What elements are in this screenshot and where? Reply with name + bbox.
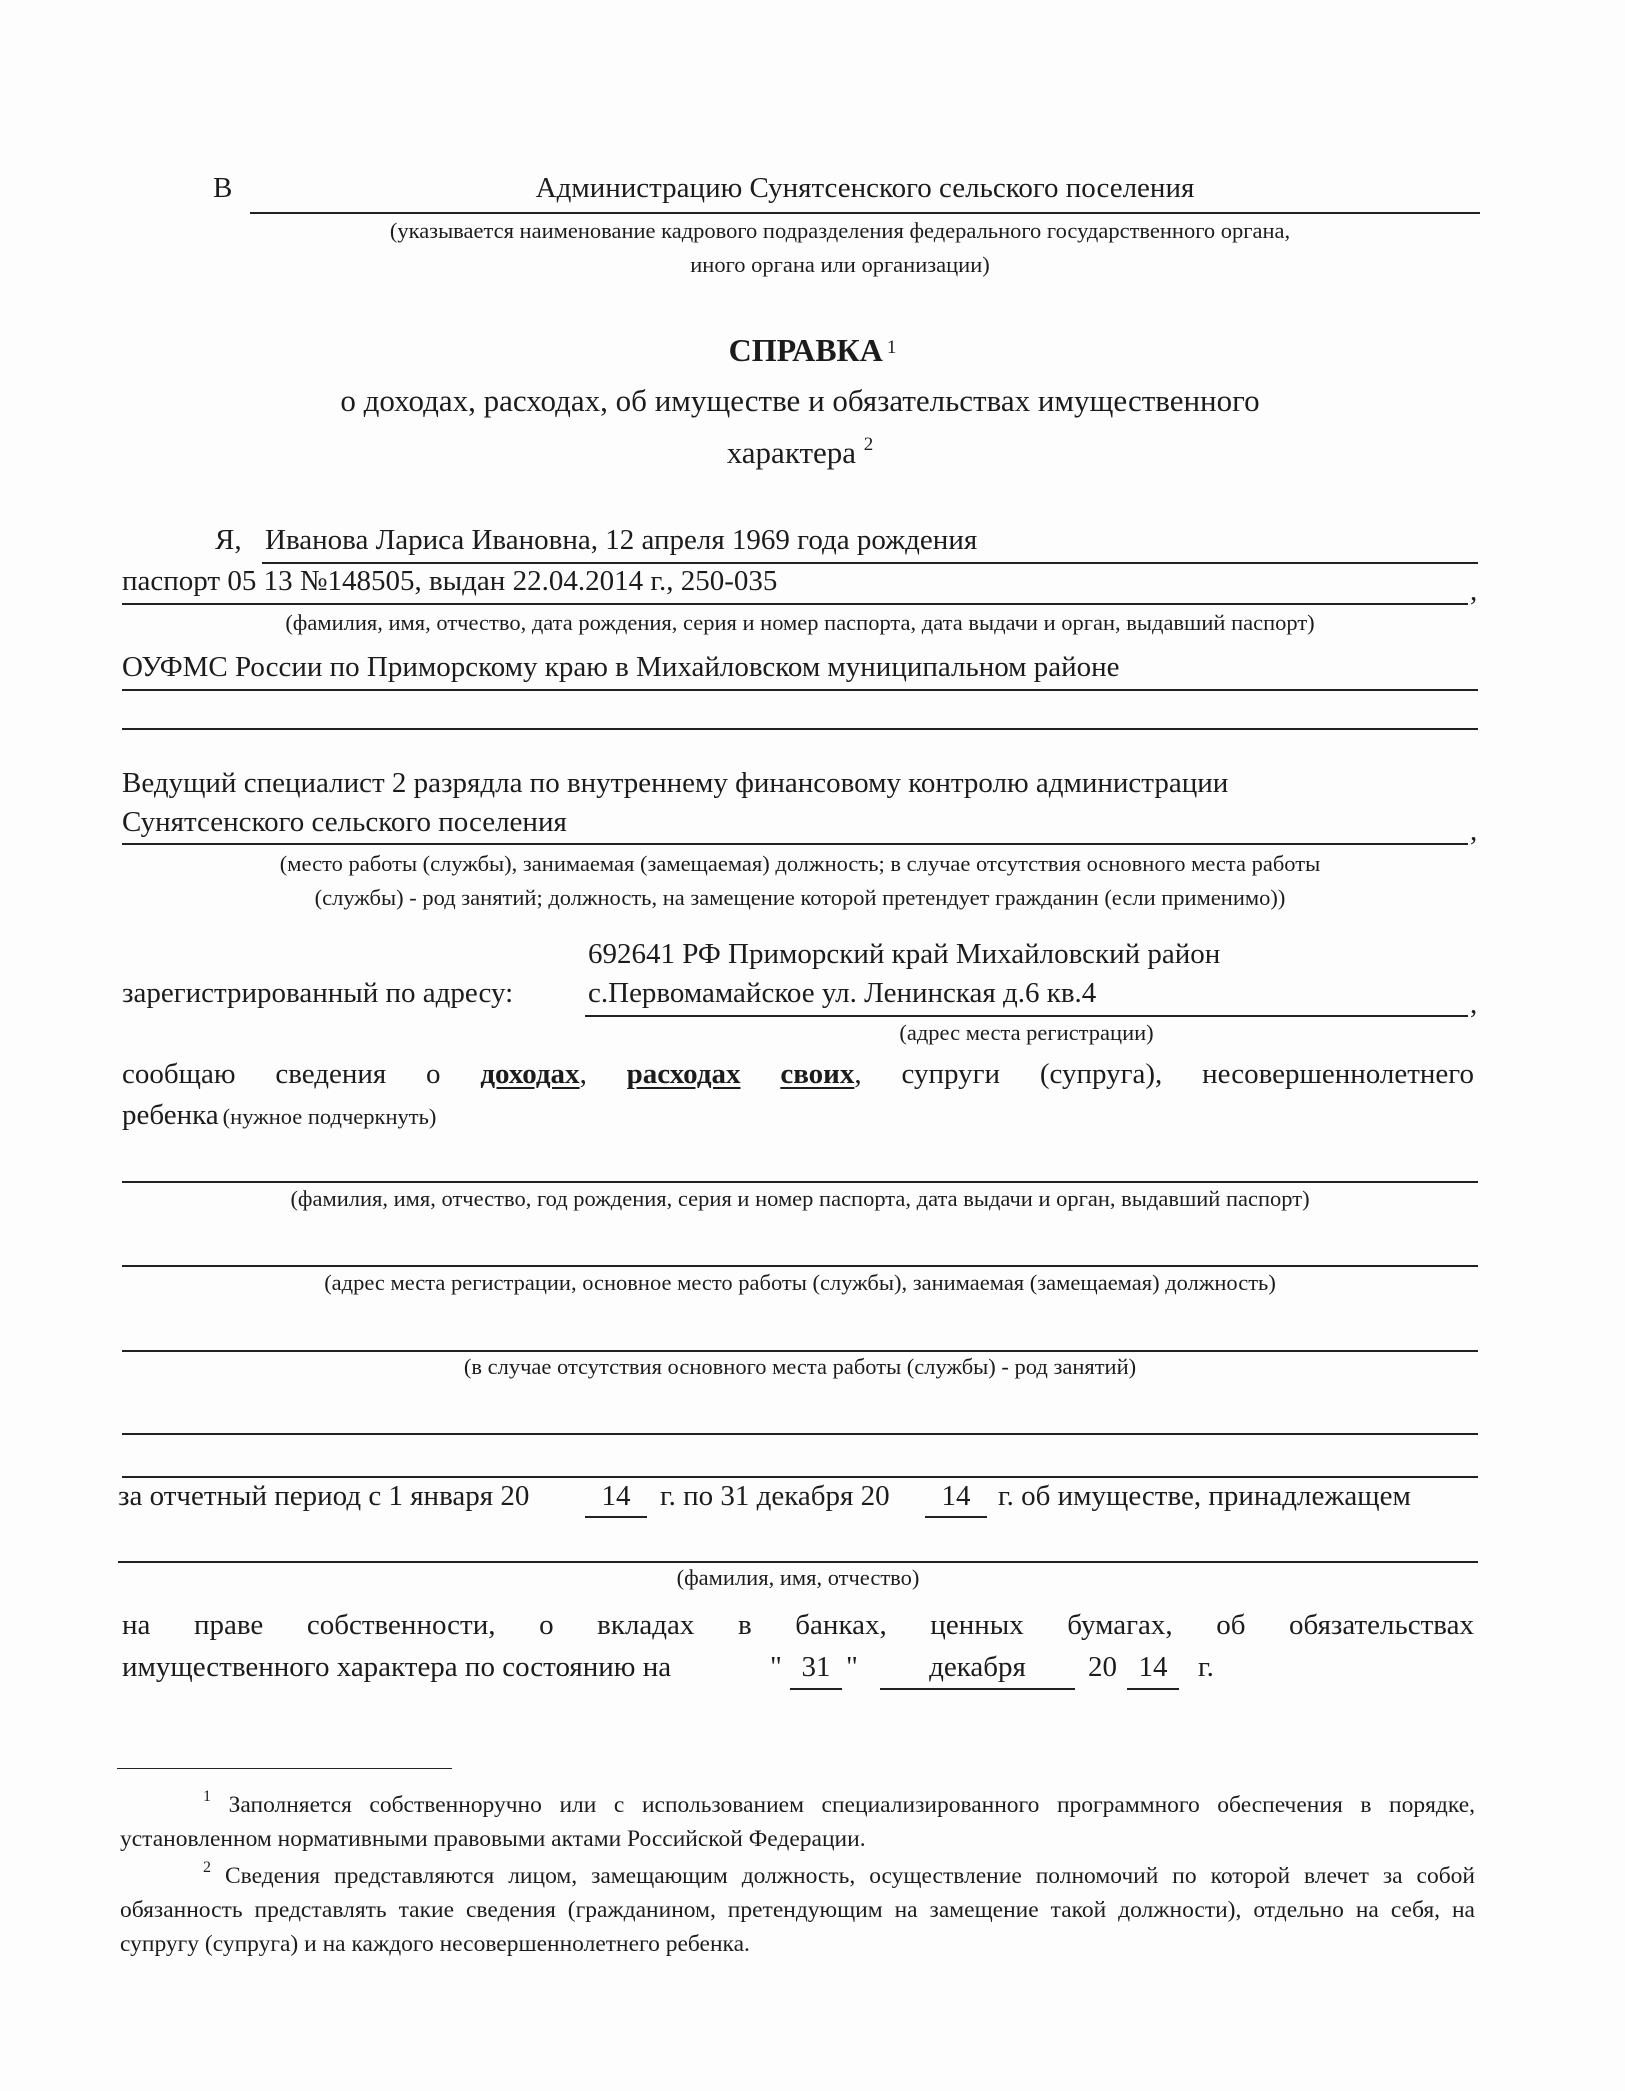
report-word: сообщаю: [122, 1058, 236, 1090]
ownership-word: обязательствах: [1289, 1609, 1474, 1641]
period-part-1: за отчетный период с 1 января 20: [118, 1480, 530, 1512]
workplace-line-2: Сунятсенского сельского поселения: [122, 806, 567, 838]
address-underline: [585, 1015, 1468, 1017]
address-line-2: с.Первомамайское ул. Ленинская д.6 кв.4: [588, 977, 1097, 1009]
spouse-underline-2: [122, 1265, 1478, 1267]
date-month-underline: [880, 1688, 1075, 1690]
footnote-2: [120, 1853, 1475, 1961]
date-quote-open: ": [770, 1651, 782, 1683]
footnote-2-text: Сведения представляются лицом, замещающим должность, осуществление полномочий по которой влечет за собой обязанность представлять такие сведения (гражданином, претендующим на замещение такой должности), отдельно на себя, на супругу (супруга) и на каждого несовершеннолетнего ребенка.: [120, 1862, 1475, 1957]
report-word: (супруга),: [1039, 1058, 1163, 1090]
period-year-to-underline: [925, 1516, 987, 1518]
ownership-line-2: имущественного характера по состоянию на: [122, 1651, 672, 1683]
title-footnote-ref: 1: [886, 336, 897, 358]
period-part-2: г. по 31 декабря 20: [660, 1480, 890, 1512]
declarant-extra-underline: [122, 728, 1478, 730]
declarant-passport-underline: [122, 603, 1468, 605]
ownership-word: на: [122, 1609, 151, 1641]
footnote-1-number: 1: [203, 1788, 211, 1805]
declarant-name: Иванова Лариса Ивановна, 12 апреля 1969 года рождения: [265, 524, 978, 556]
workplace-hint-2: (службы) - род занятий; должность, на замещение которой претендует гражданин (если применимо)): [314, 885, 1286, 910]
workplace-line-1: Ведущий специалист 2 разрядла по внутреннему финансовому контролю администрации: [122, 767, 1229, 799]
report-line-1: сообщаю сведения о доходах, расходах своих, супруги (супруга), несовершеннолетнего: [122, 1058, 1474, 1090]
date-year-underline: [1127, 1688, 1179, 1690]
declarant-name-underline: [262, 562, 1478, 564]
page-title: [0, 332, 1625, 369]
workplace-hint-1: (место работы (службы), занимаемая (замещаемая) должность; в случае отсутствия основного места работы: [279, 851, 1321, 876]
title-subtitle-2: характера: [726, 435, 857, 470]
address-line-1: 692641 РФ Приморский край Михайловский район: [588, 938, 1221, 970]
declarant-prefix: Я,: [215, 524, 242, 556]
spouse-hint-3: (в случае отсутствия основного места работы (службы) - род занятий): [463, 1354, 1137, 1379]
address-label: зарегистрированный по адресу:: [122, 977, 514, 1009]
ownership-word: бумагах,: [1067, 1609, 1173, 1641]
declarant-issuer-underline: [122, 689, 1478, 691]
declarant-passport: паспорт 05 13 №148505, выдан 22.04.2014 г., 250-035: [122, 565, 778, 597]
date-month: декабря: [929, 1651, 1026, 1683]
report-word-expenses: расходах: [626, 1058, 741, 1090]
spouse-underline-5: [122, 1476, 1478, 1478]
subtitle-footnote-ref: 2: [863, 433, 874, 455]
recipient-hint-2: иного органа или организации): [690, 252, 990, 277]
recipient-underline: [250, 212, 1480, 214]
date-year-suffix: г.: [1198, 1651, 1214, 1683]
spouse-hint-2: (адрес места регистрации, основное место работы (службы), занимаемая (замещаемая) должность): [324, 1270, 1276, 1295]
date-year-prefix: 20: [1088, 1651, 1117, 1683]
ownership-word: банках,: [795, 1609, 887, 1641]
address-hint: (адрес места регистрации): [899, 1020, 1154, 1045]
ownership-word: в: [738, 1609, 752, 1641]
footnote-2-number: 2: [203, 1859, 211, 1876]
workplace-comma: ,: [1470, 815, 1478, 847]
spouse-underline-3: [122, 1350, 1478, 1352]
ownership-word: о: [539, 1609, 554, 1641]
report-note: (нужное подчеркнуть): [222, 1104, 437, 1129]
report-word-income: доходах: [480, 1058, 580, 1090]
declarant-issuer: ОУФМС России по Приморскому краю в Михайловском муниципальном районе: [122, 651, 1120, 683]
owner-underline: [118, 1561, 1478, 1563]
footnote-separator: [117, 1768, 452, 1769]
report-word: сведения: [275, 1058, 387, 1090]
address-comma: ,: [1470, 988, 1478, 1020]
report-word: несовершеннолетнего: [1202, 1058, 1474, 1090]
period-year-from-underline: [585, 1516, 647, 1518]
footnote-1-text: Заполняется собственноручно или с использованием специализированного программного обеспечения в порядке, установленном нормативными правовыми актами Российской Федерации.: [120, 1791, 1476, 1852]
report-line-2: [122, 1099, 436, 1132]
ownership-word: об: [1216, 1609, 1246, 1641]
ownership-word: ценных: [930, 1609, 1024, 1641]
workplace-underline: [122, 843, 1468, 845]
recipient-value: Администрацию Сунятсенского сельского поселения: [535, 172, 1195, 204]
recipient-prefix: В: [213, 172, 233, 204]
date-quote-close: ": [846, 1651, 858, 1683]
owner-hint: (фамилия, имя, отчество): [676, 1565, 920, 1590]
declarant-hint: (фамилия, имя, отчество, дата рождения, серия и номер паспорта, дата выдачи и орган, выдавший паспорт): [285, 610, 1315, 635]
ownership-word: праве: [193, 1609, 264, 1641]
ownership-line-1: [122, 1609, 1474, 1642]
title-subtitle-2-wrap: [0, 435, 1600, 471]
spouse-hint-1: (фамилия, имя, отчество, год рождения, серия и номер паспорта, дата выдачи и орган, выдавший паспорт): [290, 1186, 1310, 1211]
declarant-comma: ,: [1470, 575, 1478, 607]
footnote-1: [120, 1782, 1475, 1856]
period-year-to: 14: [941, 1480, 971, 1512]
spouse-underline-1: [122, 1181, 1478, 1183]
report-child: ребенка: [122, 1099, 219, 1131]
report-word: супруги: [901, 1058, 1000, 1090]
date-day: 31: [801, 1651, 831, 1683]
title-main: СПРАВКА: [728, 332, 883, 368]
ownership-word: вкладах: [597, 1609, 695, 1641]
recipient-hint-1: (указывается наименование кадрового подразделения федерального государственного органа,: [389, 218, 1291, 243]
title-subtitle-1: о доходах, расходах, об имуществе и обязательствах имущественного: [340, 383, 1260, 418]
spouse-underline-4: [122, 1433, 1478, 1435]
report-word-own: своих: [780, 1058, 855, 1090]
period-year-from: 14: [601, 1480, 631, 1512]
period-part-3: г. об имуществе, принадлежащем: [998, 1480, 1411, 1512]
date-day-underline: [790, 1688, 842, 1690]
report-word: о: [426, 1058, 441, 1090]
date-year: 14: [1138, 1651, 1168, 1683]
ownership-word: собственности,: [306, 1609, 496, 1641]
